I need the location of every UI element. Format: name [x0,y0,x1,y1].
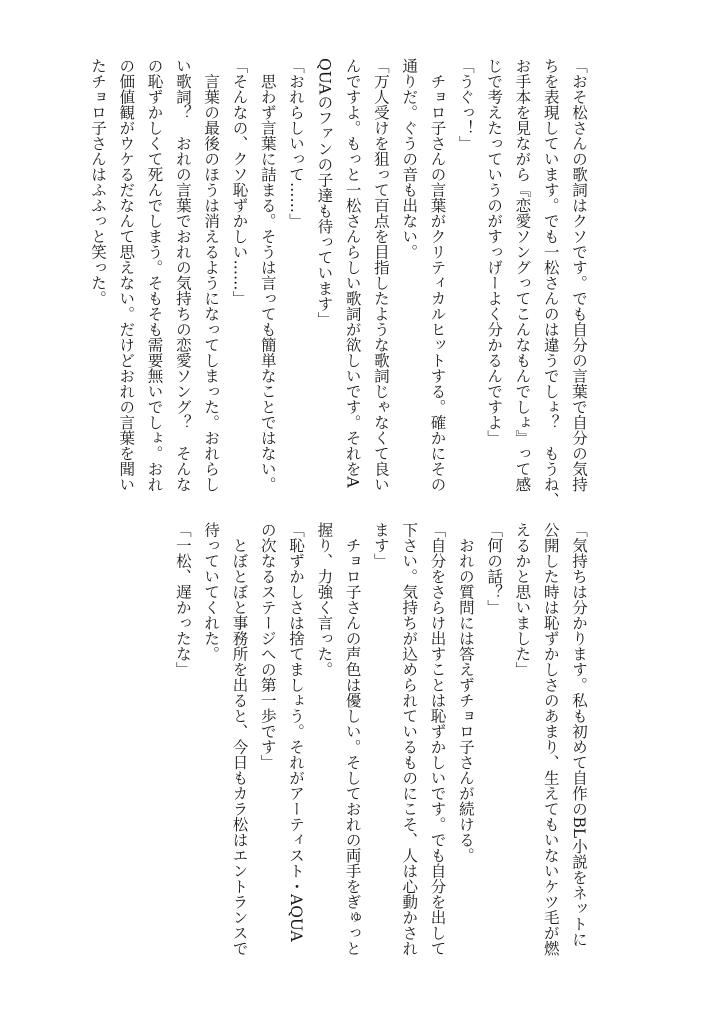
text-column: じで考えたっていうのがすっげーよく分かるんですよ」 [485,58,504,446]
text-column: とぼとぼと事務所を出ると、今日もカラ松はエントランスで [230,522,249,956]
text-column: 「おそ松さんの歌詞はクソです。でも自分の言葉で自分の気持 [570,58,588,492]
text-column: 下さい。気持ちが込められているものにこそ、人は心動かされ [400,522,419,956]
text-column: 「恥ずかしさは捨てましょう。それがアーティスト・AQUA [287,522,306,942]
text-column: 公開した時は恥ずかしさのあまり、生えてもいないケツ毛が燃 [541,522,560,956]
text-column: 言葉の最後のほうは消えるようになってしまった。おれらし [202,58,221,492]
text-column: ちを表現しています。でも一松さんのは違うでしょ？ もうね、 [541,58,560,508]
text-column: QUAのファンの子達も待っています」 [315,58,334,327]
text-column: い歌詞？ おれの言葉でおれの気持ちの恋愛ソング？ そんな [173,58,192,492]
text-column: えるかと思いました」 [513,522,532,677]
text-column: ます」 [371,522,390,569]
text-column: 「一松、遅かったな」 [173,522,192,677]
text-column: チョロ子さんの言葉がクリティカルヒットする。確かにその [428,58,447,492]
text-column: たチョロ子さんはふふっと笑った。 [88,58,107,306]
text-column: 思わず言葉に詰まる。そうは言っても簡単なことではない。 [258,58,277,492]
text-column: 待っていてくれた。 [202,522,221,662]
text-column: んですよ。もっと一松さんらしい歌詞が欲しいです。それをA [343,58,362,488]
text-column: 「うぐっ！」 [456,58,475,151]
text-column: の価値観がウケるだなんて思えない。だけどおれの言葉を聞い [117,58,136,492]
text-column: 「自分をさらけ出すことは恥ずかしいです。でも自分を出して [428,522,447,956]
lower-text-block [33,522,593,962]
text-column: 「おれらしいって……」 [287,58,306,229]
text-column: の恥ずかしくて死んでしまう。そもそも需要無いでしょ。おれ [145,58,164,492]
text-column: 「何の話？」 [485,522,504,615]
text-column: 「万人受けを狙って百点を目指したような歌詞じゃなくて良い [371,58,390,492]
text-column: の次なるステージへの第一歩です」 [258,522,277,770]
text-column: 「気持ちは分かります。私も初めて自作のBL小説をネットに [570,522,588,947]
upper-text-block [33,58,593,508]
text-column: お手本を見ながら『恋愛ソングってこんなもんでしょ』って感 [513,58,532,492]
text-column: 通りだ。ぐうの音も出ない。 [400,58,419,260]
text-column: おれの質問には答えずチョロ子さんが続ける。 [456,522,475,863]
text-column: 握り、力強く言った。 [315,522,334,677]
text-column: チョロ子さんの声色は優しい。そしておれの両手をぎゅっと [343,522,362,956]
text-column: 「そんなの、クソ恥ずかしい……」 [230,58,249,306]
